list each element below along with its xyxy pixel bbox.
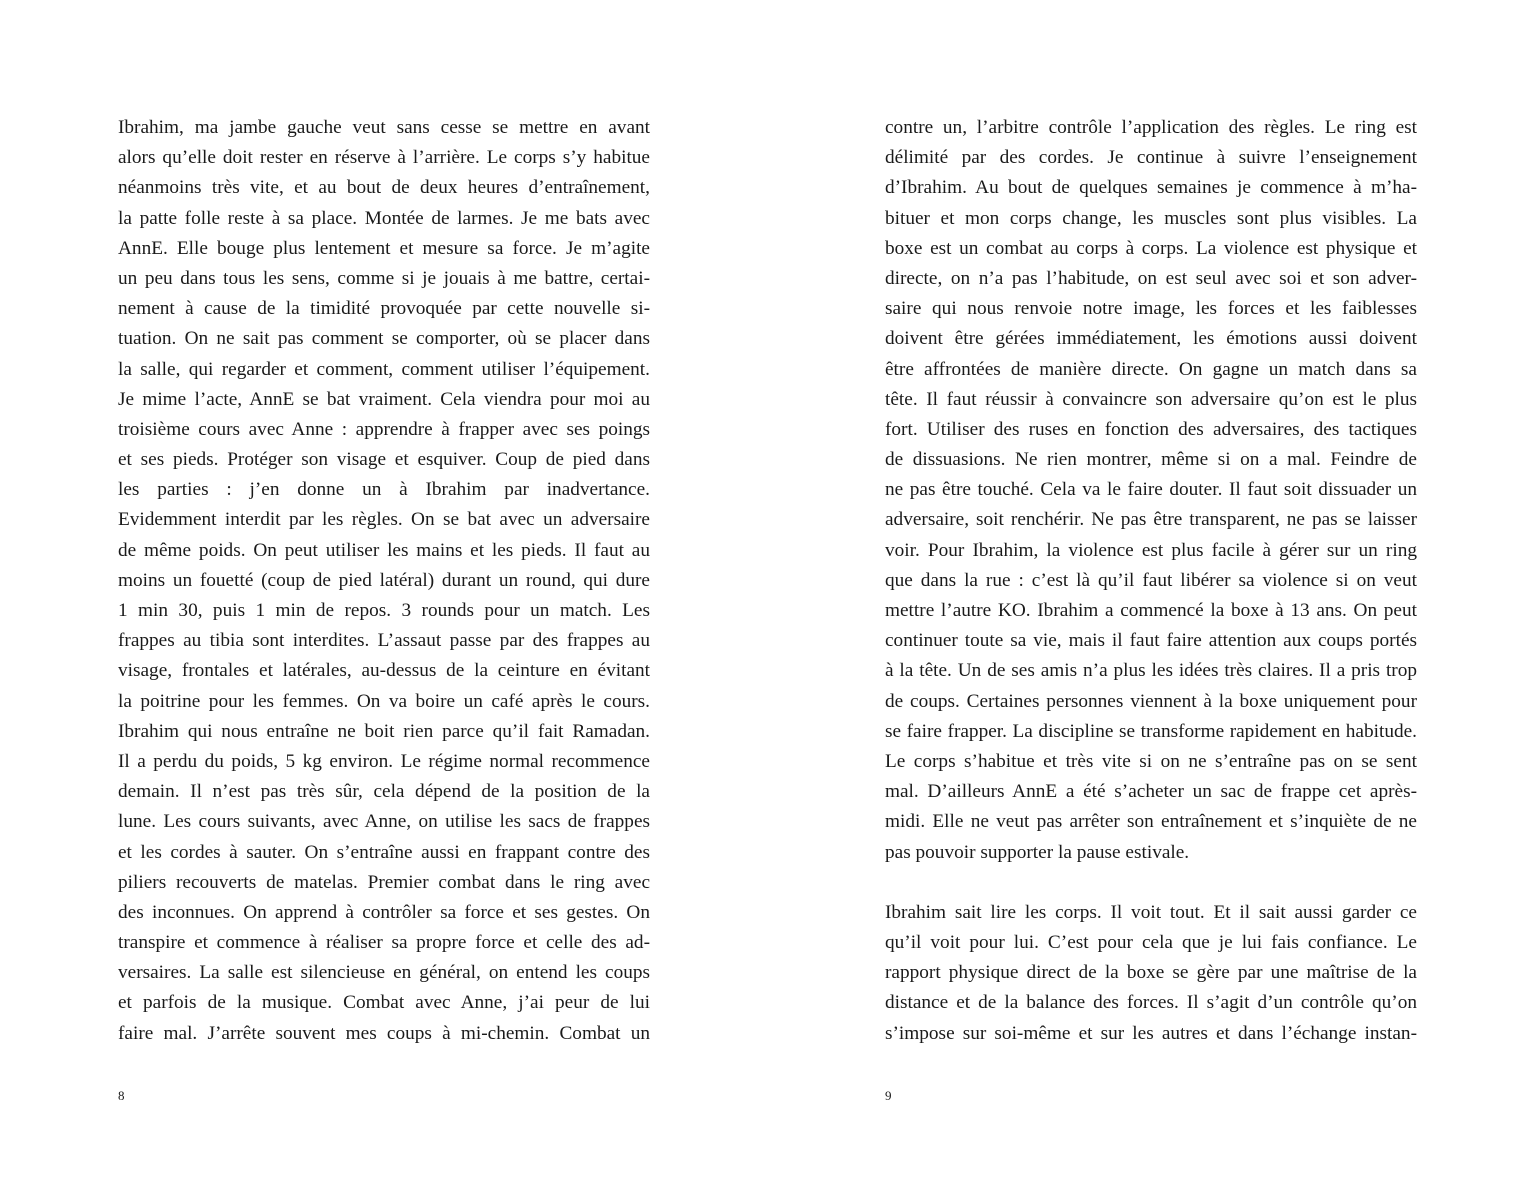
text-line: doivent être gérées immédiatement, les émotions aussi doivent [885, 328, 1417, 350]
text-line: boxe est un combat au corps à corps. La violence est physique et [885, 237, 1417, 259]
text-line: rapport physique direct de la boxe se gère par une maîtrise de la [885, 962, 1417, 984]
text-line: distance et de la balance des forces. Il s’agit d’un contrôle qu’on [885, 992, 1417, 1014]
text-line: Le corps s’habitue et très vite si on ne s’entraîne pas on se sent [885, 750, 1417, 772]
text-line: et parfois de la musique. Combat avec Anne, j’ai peur de lui [118, 992, 650, 1014]
page-number-left: 8 [118, 1088, 125, 1103]
text-line: alors qu’elle doit rester en réserve à l’arrière. Le corps s’y habitue [118, 147, 650, 169]
text-line: nement à cause de la timidité provoquée par cette nouvelle si- [118, 298, 650, 320]
text-line: adversaire, soit renchérir. Ne pas être transparent, ne pas se laisser [885, 509, 1417, 531]
text-line: se faire frapper. La discipline se transforme rapidement en habitude. [885, 720, 1417, 742]
text-line: bituer et mon corps change, les muscles sont plus visibles. La [885, 207, 1417, 229]
text-line: piliers recouverts de matelas. Premier combat dans le ring avec [118, 871, 650, 893]
text-line: mal. D’ailleurs AnnE a été s’acheter un sac de frappe cet après- [885, 781, 1417, 803]
text-line: Ibrahim qui nous entraîne ne boit rien parce qu’il fait Ramadan. [118, 720, 650, 742]
text-line: délimité par des cordes. Je continue à suivre l’enseignement [885, 147, 1417, 169]
text-line: et les cordes à sauter. On s’entraîne aussi en frappant contre des [118, 841, 650, 863]
text-line: d’Ibrahim. Au bout de quelques semaines je commence à m’ha- [885, 177, 1417, 199]
text-line: pas pouvoir supporter la pause estivale. [885, 841, 1190, 863]
left-page-text [118, 113, 650, 1049]
text-line: Evidemment interdit par les règles. On se bat avec un adversaire [118, 509, 650, 531]
text-line: des inconnues. On apprend à contrôler sa force et ses gestes. On [118, 901, 650, 923]
text-line: 1 min 30, puis 1 min de repos. 3 rounds pour un match. Les [118, 600, 650, 621]
text-line: lune. Les cours suivants, avec Anne, on utilise les sacs de frappes [118, 811, 650, 833]
text-line: la patte folle reste à sa place. Montée de larmes. Je me bats avec [118, 207, 650, 229]
text-line: demain. Il n’est pas très sûr, cela dépend de la position de la [118, 781, 650, 803]
text-line: fort. Utiliser des ruses en fonction des adversaires, des tactiques [885, 418, 1417, 440]
text-line: midi. Elle ne veut pas arrêter son entraînement et s’inquiète de ne [885, 811, 1417, 833]
text-line: continuer toute sa vie, mais il faut faire attention aux coups portés [885, 630, 1417, 652]
text-line: la salle, qui regarder et comment, comment utiliser l’équipement. [118, 358, 650, 380]
text-line: néanmoins très vite, et au bout de deux heures d’entraînement, [118, 177, 650, 199]
text-line: Ibrahim, ma jambe gauche veut sans cesse se mettre en avant [118, 117, 650, 138]
paragraph-gap [885, 868, 1417, 898]
text-line: saire qui nous renvoie notre image, les forces et les faiblesses [885, 298, 1417, 320]
text-line: AnnE. Elle bouge plus lentement et mesure sa force. Je m’agite [118, 237, 650, 259]
text-line: les parties : j’en donne un à Ibrahim par inadvertance. [118, 479, 650, 501]
text-line: directe, on n’a pas l’habitude, on est seul avec soi et son adver- [885, 267, 1417, 289]
text-line: Ibrahim sait lire les corps. Il voit tout. Et il sait aussi garder ce [885, 901, 1417, 923]
text-line: ne pas être touché. Cela va le faire douter. Il faut soit dissuader un [885, 479, 1417, 501]
text-line: la poitrine pour les femmes. On va boire un café après le cours. [118, 690, 650, 712]
text-line: Il a perdu du poids, 5 kg environ. Le régime normal recommence [118, 750, 650, 772]
text-line: voir. Pour Ibrahim, la violence est plus facile à gérer sur un ring [885, 539, 1417, 561]
text-line: versaires. La salle est silencieuse en général, on entend les coups [118, 962, 650, 984]
text-line: faire mal. J’arrête souvent mes coups à mi-chemin. Combat un [118, 1022, 650, 1044]
text-line: frappes au tibia sont interdites. L’assaut passe par des frappes au [118, 630, 650, 652]
text-line: de dissuasions. Ne rien montrer, même si on a mal. Feindre de [885, 449, 1417, 471]
text-line: à la tête. Un de ses amis n’a plus les idées très claires. Il a pris trop [885, 660, 1417, 682]
text-line: moins un fouetté (coup de pied latéral) durant un round, qui dure [118, 569, 650, 591]
text-line: tuation. On ne sait pas comment se comporter, où se placer dans [118, 328, 650, 350]
text-line: contre un, l’arbitre contrôle l’application des règles. Le ring est [885, 117, 1417, 138]
text-line: de coups. Certaines personnes viennent à la boxe uniquement pour [885, 690, 1417, 712]
text-line: de même poids. On peut utiliser les mains et les pieds. Il faut au [118, 539, 650, 561]
text-line: être affrontées de manière directe. On gagne un match dans sa [885, 358, 1417, 380]
text-line: et ses pieds. Protéger son visage et esquiver. Coup de pied dans [118, 449, 650, 471]
text-line: Je mime l’acte, AnnE se bat vraiment. Cela viendra pour moi au [118, 388, 650, 410]
right-page-text [885, 113, 1417, 1049]
text-line: s’impose sur soi-même et sur les autres et dans l’échange instan- [885, 1022, 1417, 1044]
text-line: un peu dans tous les sens, comme si je jouais à me battre, certai- [118, 267, 650, 289]
page-number-right: 9 [885, 1088, 892, 1103]
text-line: visage, frontales et latérales, au-dessus de la ceinture en évitant [118, 660, 650, 682]
text-line: tête. Il faut réussir à convaincre son adversaire qu’on est le plus [885, 388, 1417, 410]
text-line: mettre l’autre KO. Ibrahim a commencé la boxe à 13 ans. On peut [885, 600, 1417, 621]
text-line: troisième cours avec Anne : apprendre à frapper avec ses poings [118, 418, 650, 440]
text-line: qu’il voit pour lui. C’est pour cela que je lui fais confiance. Le [885, 932, 1417, 954]
text-line: que dans la rue : c’est là qu’il faut libérer sa violence si on veut [885, 569, 1417, 591]
text-line: transpire et commence à réaliser sa propre force et celle des ad- [118, 932, 650, 954]
